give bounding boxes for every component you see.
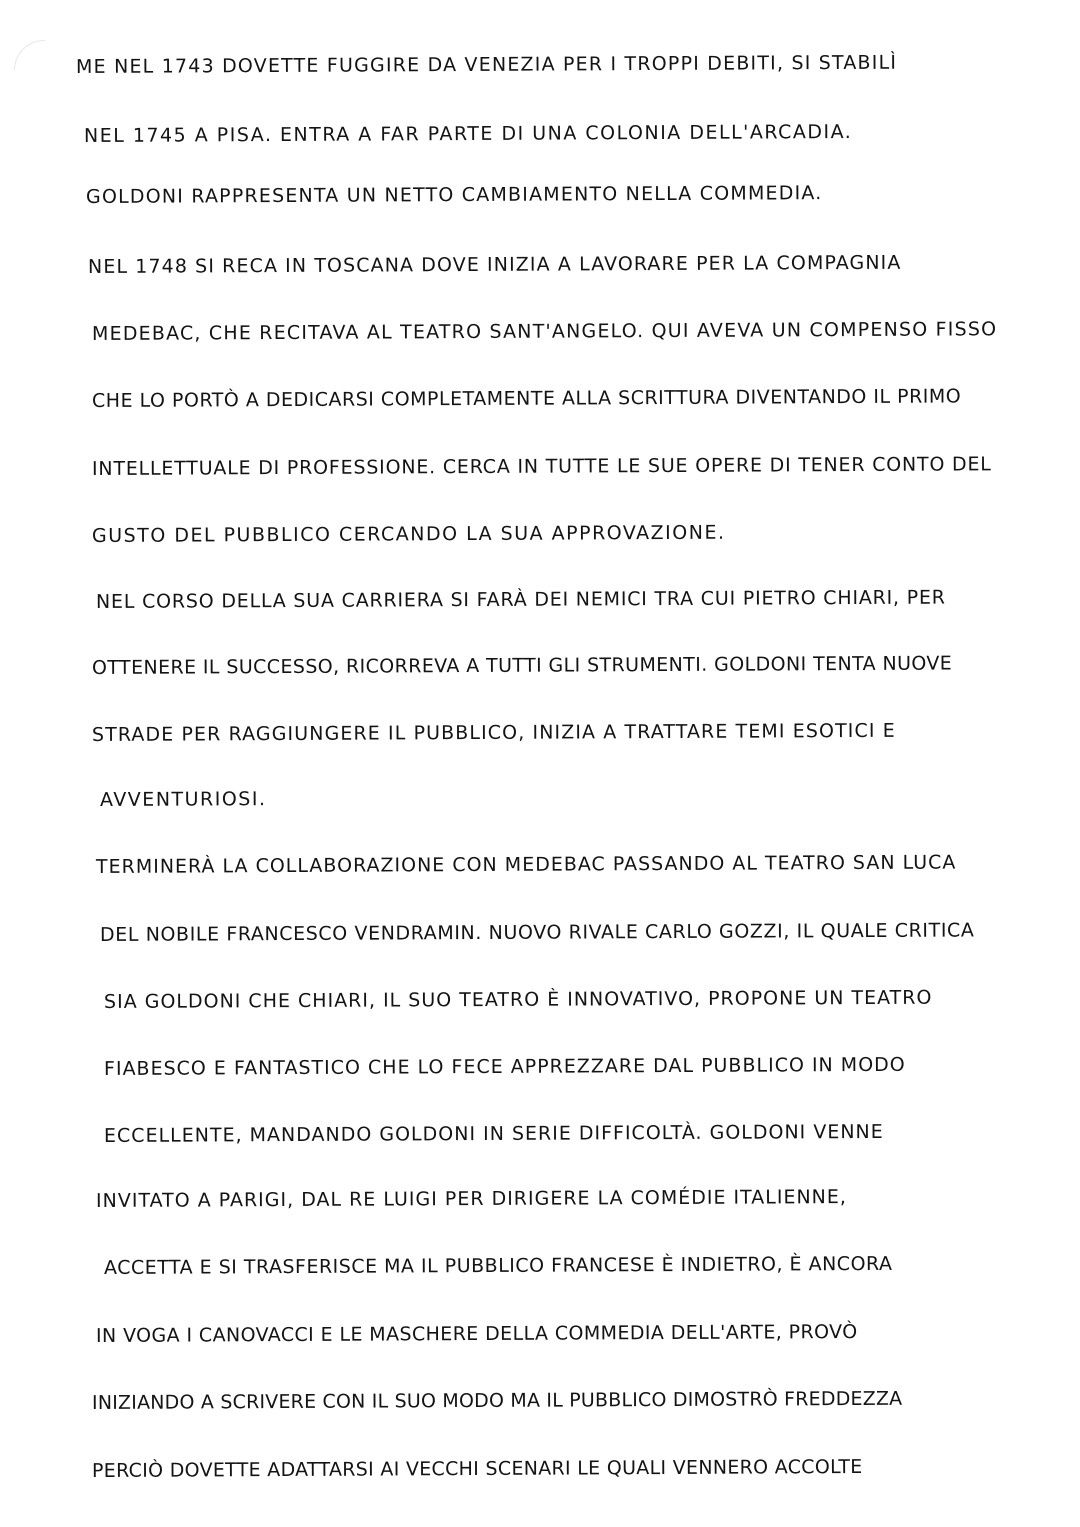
text-line-15: SIA GOLDONI CHE CHIARI, IL SUO TEATRO È INNOVATIVO, PROPONE UN TEATRO <box>103 986 933 1013</box>
text-line-2: NEL 1745 A PISA. ENTRA A FAR PARTE DI UNA COLONIA DELL'ARCADIA. <box>83 120 853 147</box>
text-line-20: IN VOGA I CANOVACCI E LE MASCHERE DELLA COMMEDIA DELL'ARTE, PROVÒ <box>95 1321 858 1347</box>
text-line-1: ME NEL 1743 DOVETTE FUGGIRE DA VENEZIA PER I TROPPI DEBITI, SI STABILÌ <box>75 51 898 78</box>
text-line-3: GOLDONI RAPPRESENTA UN NETTO CAMBIAMENTO NELLA COMMEDIA. <box>85 182 823 208</box>
text-line-21: INIZIANDO A SCRIVERE CON IL SUO MODO MA IL PUBBLICO DIMOSTRÒ FREDDEZZA <box>91 1387 903 1414</box>
text-line-14: DEL NOBILE FRANCESCO VENDRAMIN. NUOVO RIVALE CARLO GOZZI, IL QUALE CRITICA <box>99 919 975 946</box>
text-line-4: NEL 1748 SI RECA IN TOSCANA DOVE INIZIA A LAVORARE PER LA COMPAGNIA <box>87 251 902 278</box>
text-line-7: INTELLETTUALE DI PROFESSIONE. CERCA IN TUTTE LE SUE OPERE DI TENER CONTO DEL <box>91 453 992 480</box>
text-line-16: FIABESCO E FANTASTICO CHE LO FECE APPREZZARE DAL PUBBLICO IN MODO <box>103 1053 906 1080</box>
text-line-10: OTTENERE IL SUCCESSO, RICORREVA A TUTTI GLI STRUMENTI. GOLDONI TENTA NUOVE <box>91 652 953 679</box>
text-line-17: ECCELLENTE, MANDANDO GOLDONI IN SERIE DIFFICOLTÀ. GOLDONI VENNE <box>103 1120 884 1147</box>
text-line-12: AVVENTURIOSI. <box>99 788 267 811</box>
text-line-8: GUSTO DEL PUBBLICO CERCANDO LA SUA APPROVAZIONE. <box>91 521 726 547</box>
text-line-22: PERCIÒ DOVETTE ADATTARSI AI VECCHI SCENARI LE QUALI VENNERO ACCOLTE <box>91 1455 863 1482</box>
text-line-6: CHE LO PORTÒ A DEDICARSI COMPLETAMENTE ALLA SCRITTURA DIVENTANDO IL PRIMO <box>91 385 962 412</box>
text-line-18: INVITATO A PARIGI, DAL RE LUIGI PER DIRIGERE LA COMÉDIE ITALIENNE, <box>95 1186 847 1212</box>
text-line-13: TERMINERÀ LA COLLABORAZIONE CON MEDEBAC PASSANDO AL TEATRO SAN LUCA <box>95 851 957 878</box>
text-line-9: NEL CORSO DELLA SUA CARRIERA SI FARÀ DEI NEMICI TRA CUI PIETRO CHIARI, PER <box>95 586 946 613</box>
text-line-19: ACCETTA E SI TRASFERISCE MA IL PUBBLICO FRANCESE È INDIETRO, È ANCORA <box>103 1252 893 1279</box>
text-line-11: STRADE PER RAGGIUNGERE IL PUBBLICO, INIZIA A TRATTARE TEMI ESOTICI E <box>91 719 896 746</box>
page-corner-mark <box>14 40 45 71</box>
text-line-5: MEDEBAC, CHE RECITAVA AL TEATRO SANT'ANGELO. QUI AVEVA UN COMPENSO FISSO <box>91 318 998 345</box>
